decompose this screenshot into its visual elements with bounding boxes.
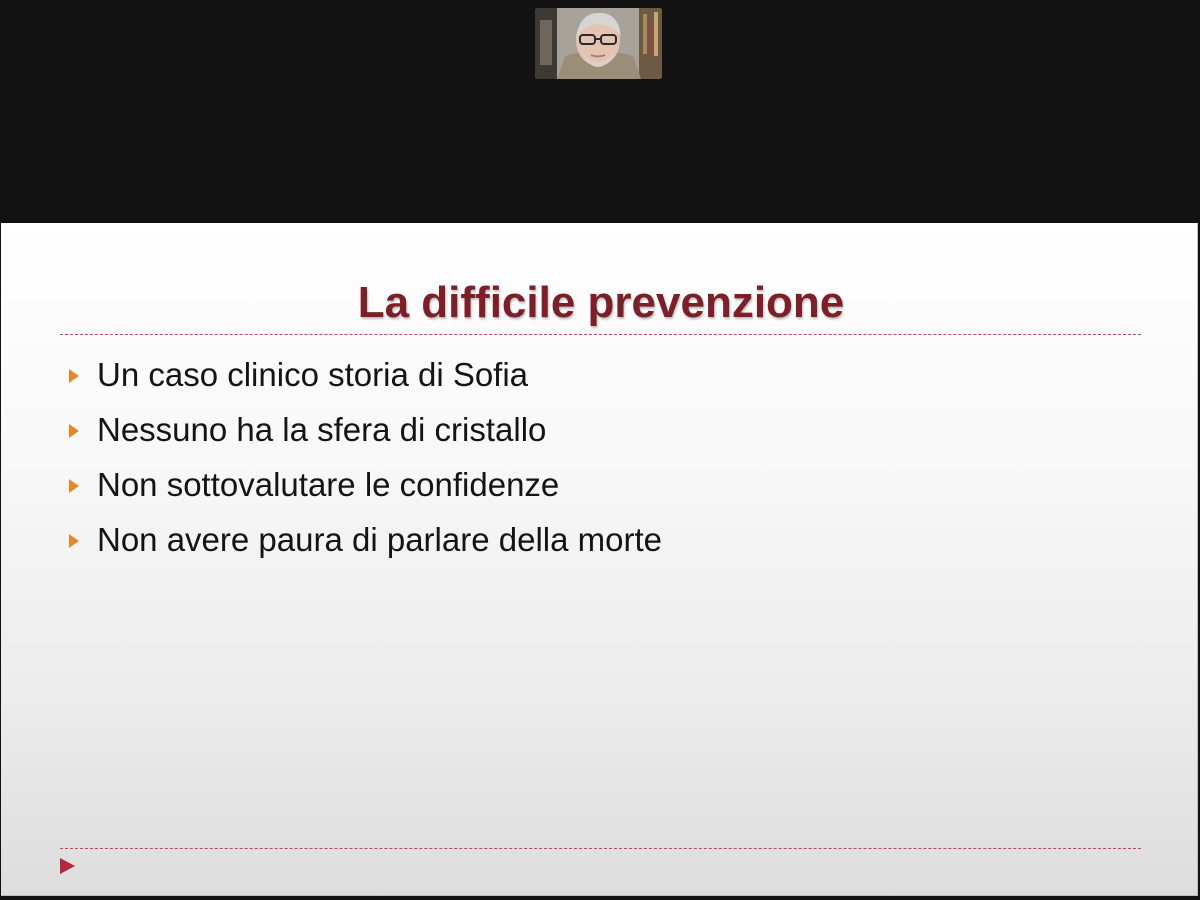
bullet-text: Non sottovalutare le confidenze — [97, 465, 560, 503]
triangle-right-icon — [69, 424, 79, 438]
presentation-slide — [1, 223, 1198, 896]
triangle-right-icon — [69, 534, 79, 548]
video-strip — [0, 0, 1200, 223]
play-next-icon[interactable] — [60, 858, 75, 874]
triangle-right-icon — [69, 479, 79, 493]
bullet-item — [69, 347, 662, 402]
bullet-item — [69, 457, 662, 512]
bullet-text: Non avere paura di parlare della morte — [97, 520, 662, 558]
bullet-list — [69, 347, 662, 567]
footer-divider — [60, 848, 1141, 849]
bullet-text: Un caso clinico storia di Sofia — [97, 355, 529, 393]
bullet-item — [69, 512, 662, 567]
slide-title: La difficile prevenzione — [357, 278, 845, 327]
triangle-right-icon — [69, 369, 79, 383]
bullet-item — [69, 402, 662, 457]
bullet-text: Nessuno ha la sfera di cristallo — [97, 410, 547, 448]
participant-video-tile[interactable] — [535, 8, 662, 79]
title-divider — [60, 334, 1141, 335]
participant-webcam-image — [535, 8, 662, 79]
